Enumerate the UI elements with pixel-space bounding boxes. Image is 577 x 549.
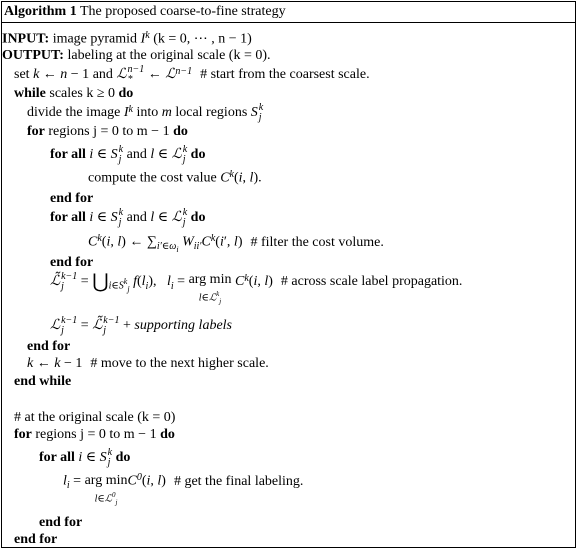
argmin-op-2: arg min l∈ℒ$^0_j$	[84, 473, 128, 507]
argmin-op-1: arg min l∈ℒ$^k_j$	[188, 272, 232, 306]
line-for-all-final: for all i ∈ S k j do	[39, 447, 131, 468]
line-final-labeling: li = arg min l∈ℒ$^0_j$ C0(i, l) # get the final labeling.	[63, 472, 304, 507]
line-compute-cost: compute the cost value Ck(i, l).	[88, 169, 262, 186]
line-end-for-1: end for	[50, 191, 94, 206]
line-end-for-3: end for	[27, 339, 71, 354]
line-for-all-2: for all i ∈ S k j and l ∈ ℒ k j do	[50, 207, 206, 228]
line-input: INPUT: image pyramid Ik (k = 0, ⋯ , n − 1)	[2, 30, 252, 47]
line-decrement: k ← k − 1 # move to the next higher scale.	[27, 356, 269, 371]
line-propagation: ℒ̃ k−1 j = $⋃i\in S^k_j$ f(li), li = arg min l∈ℒ$^k_j$ Ck(i, l) # across scale label propagation.	[50, 271, 463, 306]
line-for-regions: for regions j = 0 to m − 1 do	[27, 124, 188, 139]
line-end-while: end while	[14, 374, 72, 389]
line-end-for-2: end for	[50, 255, 94, 270]
line-orig-comment: # at the original scale (k = 0)	[14, 410, 176, 425]
algorithm-header	[2, 2, 575, 23]
line-while: while scales k ≥ 0 do	[14, 86, 134, 101]
line-for-all-1: for all i ∈ S k j and l ∈ ℒ k j do	[50, 144, 206, 165]
line-filter: Ck(i, l) ← $\sum i'\in\omega_i$ Wii′Ck(i′, l) # filter the cost volume.	[88, 233, 384, 254]
line-supporting: ℒ k−1 j = ℒ̃ k−1 j + supporting labels	[50, 315, 232, 336]
algorithm-label: Algorithm 1	[4, 4, 77, 19]
algorithm-box	[1, 1, 576, 548]
line-end-for-4: end for	[39, 515, 83, 530]
line-end-for-5: end for	[14, 532, 58, 547]
line-for-regions-final: for regions j = 0 to m − 1 do	[14, 427, 175, 442]
line-output: OUTPUT: labeling at the original scale (k = 0).	[2, 48, 271, 63]
algorithm-title: The proposed coarse-to-fine strategy	[79, 4, 286, 19]
line-set: set k ← n − 1 and ℒ n−1 * ← ℒn−1 # start from the coarsest scale.	[14, 64, 370, 85]
line-divide: divide the image Ik into m local regions S k j	[27, 102, 264, 123]
